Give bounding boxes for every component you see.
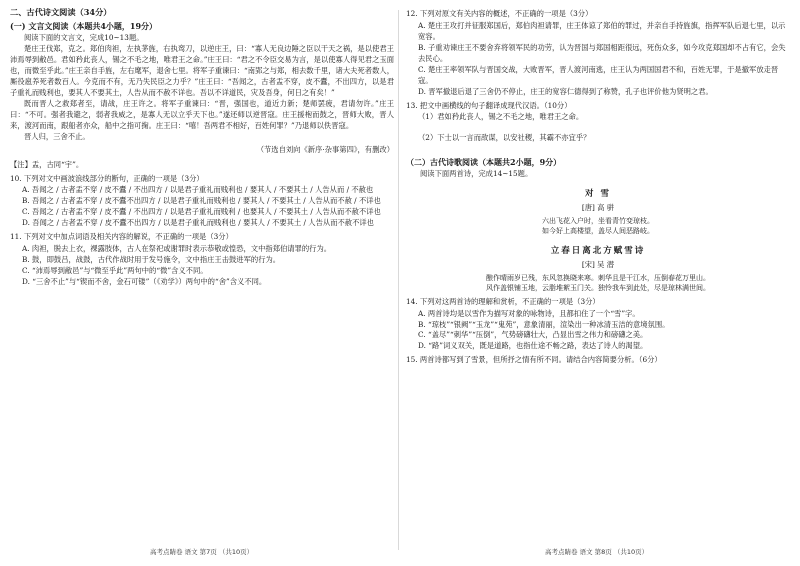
option-d: D. “三舍不止”与“锲而不舍，金石可镂”（《劝学》）两句中的“舍”含义不同。 xyxy=(22,276,267,286)
option-a: A. 吾闻之 / 古者盂不穿 / 皮不蠹 / 不出四方 / 以是君子重礼而贱利也 / 要其人 / 不要其土 / 人告从而 / 不赦也 xyxy=(22,185,374,195)
poem-1-author: [唐] 高 骈 xyxy=(581,203,615,212)
poem-line: 风作盖银铺玉地，云脂堆絮玉门关。独怜我车到此处，尽是琼林满世间。 xyxy=(486,284,710,293)
passage-paragraph: 楚庄王伐郑，克之。郑伯肉袒，左执茅旌，右执鸾刀，以逆庄王，曰：“寡人无良边陲之臣以干天之祸，是以使君王沛焉辱到敝邑。君如矜此丧人，锡之不毛之地，唯君王之命。”庄王曰：“君之不令臣交易为言，是以使寡人得见君之玉面也，而微至乎此。”庄王亲自手旌，左右麾军，退舍七里。将军子重谏曰：“南郢之与郑，相去数千里，诸大夫死者数人，厮役扈养死者数百人。今克而不有，无乃失民臣之力乎？”庄王曰：“吾闻之，古者盂不穿，皮不蠹，不出四方，以是君子重礼而贱利也，要其人不要其土，人告从而不赦不详也。吾以不详道民，灾及吾身，何日之有矣！” xyxy=(10,44,394,97)
subsection-title: （二）古代诗歌阅读（本题共2小题，9分） xyxy=(406,157,562,168)
option-c: C. “沛焉辱到敝邑”与“微至乎此”两句中的“微”含义不同。 xyxy=(22,266,208,276)
question-12-stem: 12. 下列对原文有关内容的概述，不正确的一项是（3分） xyxy=(406,9,593,18)
option-a: A. 楚庄王攻打并征服郑国后，郑伯肉袒请罪，庄王体谅了郑伯的罪过，并亲自手持旌旗，指挥军队后退七里，以示宽容。 xyxy=(418,20,786,41)
poem-2-title: 立春日离北方赋雪诗 xyxy=(550,245,646,256)
question-11-stem: 11. 下列对文中加点词语及相关内容的解说，不正确的一项是（3分） xyxy=(10,232,233,242)
option-b: B. 吾闻之 / 古者盂不穿 / 皮不蠹不出四方 / 以是君子重礼而贱利也 / 要其人 / 不要其土 / 人告从而不赦 / 不详也 xyxy=(22,196,381,206)
answer-space xyxy=(406,123,790,133)
question-15-stem: 15. 两首诗都写到了雪景，但所抒之情有所不同。请结合内容简要分析。（6分） xyxy=(406,355,662,365)
section-title: 二、古代诗文阅读（34分） xyxy=(10,7,112,17)
question-10-stem: 10. 下列对文中画波浪线部分的断句，正确的一项是（3分） xyxy=(10,173,204,183)
option-b: B. “琼枝”“银阙”“玉龙”“鬼苑”，意象清丽，渲染出一种冰清玉洁的意境氛围。 xyxy=(418,319,670,329)
option-a: A. 肉袒，脱去上衣，裸露肢体，古人在祭祀或谢罪时表示恭敬或惶恐，文中指郑伯请罪的行为。 xyxy=(22,244,332,254)
reading-instruction: 阅读下面的文言文，完成10~13题。 xyxy=(24,33,144,43)
right-page xyxy=(406,6,790,367)
subsection-title: (一) 文言文阅读（本题共4小题，19分） xyxy=(10,21,158,32)
option-c: C. “盖尽”“刺华”“压倒”，气势磅礴壮大，凸显出雪之伟力和磅礴之美。 xyxy=(418,330,648,340)
poetry-instruction: 阅读下面两首诗，完成14~15题。 xyxy=(420,169,533,179)
option-d: D. 吾闻之 / 古者盂不穿 / 皮不蠹不出四方 / 以是君子重礼而贱利也 / 要其人 / 不要其土 / 人告从而不赦不详也 xyxy=(22,218,374,228)
page-footer: 高考点睛卷 语文 第8页 （共10页） xyxy=(545,548,649,556)
question-13-stem: 13. 把文中画横线的句子翻译成现代汉语。（10分） xyxy=(406,100,572,110)
option-a: A. 两首诗均是以雪作为描写对象的咏物诗，且都扣住了一个“雪”字。 xyxy=(418,308,640,318)
passage-paragraph: 晋人归，三舍不止。 xyxy=(24,131,90,141)
option-c: C. 吾闻之 / 古者盂不穿 / 皮不蠹 / 不出四方 / 以是君子重礼而贱利 / 也要其人 / 不要其土 / 人告从而不赦不详也 xyxy=(22,207,381,217)
poem-line: 酿作晴雨岁已残，东风忽换晓来寒。刺华且是干江水，压倒春花万里山。 xyxy=(486,273,710,282)
question-14-stem: 14. 下列对这两首诗的理解和赏析，不正确的一项是（3分） xyxy=(406,296,600,306)
poem-line: 六出飞花入户时，坐看青竹变琼枝。 xyxy=(542,216,654,225)
poem-2-author: [宋] 吴 潜 xyxy=(581,259,615,269)
left-page xyxy=(10,6,394,288)
annotation-note: 【注】盂，古同“宇”。 xyxy=(10,159,84,169)
passage-paragraph: 既而晋人之救郑者至，请战，庄王许之。将军子重谏曰：“晋，强国也，道近力新；楚师罢疲，君请勿许。”庄王曰：“不可。强者我避之，弱者我威之，是寡人无以立乎天下也。”遂还师以逆晋寇。庄王援枹而鼓之，晋师大败，晋人来，渡河而南，跟船者亦众，船中之指可掬。庄王曰：“嘻！吾两君不相好，百姓何罪？”乃退师以佚晋寇。 xyxy=(10,98,394,130)
page-divider xyxy=(398,10,399,550)
option-b: B. 鼓，即鼓吕，战鼓，古代作战时用于发号施令，文中指庄王击鼓进军的行为。 xyxy=(22,255,281,265)
option-d: D. “路”词义双关，既是道路，也指仕途不畅之路，表达了诗人的渴望。 xyxy=(418,341,648,351)
answer-space xyxy=(406,144,790,154)
poem-1-title: 对 雪 xyxy=(585,189,611,200)
option-b: B. 子重劝谏庄王不要舍弃将领军民的功劳，认为晋国与郑国相距很远，死伤众多，如今攻克郑国却不占有它，会失去民心。 xyxy=(418,42,786,63)
option-d: D. 晋军撤退后退了三舍仍不停止，庄王的宽容仁德得到了称赞，孔子也评价他为贤明之君。 xyxy=(418,86,713,96)
poem-line: 如今好上高楼望，盖尽人间恶路岐。 xyxy=(542,227,654,236)
translation-item-2: （2）下士以一言而敌谋，以安社稷，其霸不亦宜乎？ xyxy=(418,133,591,143)
passage-source: （节选自刘向《新序·杂事第四》，有删改） xyxy=(256,144,394,154)
option-c: C. 楚庄王率领军队与晋国交战，大败晋军，晋人渡河南逃，庄王认为两国国君不和，百姓无罪，于是撤军放走晋寇。 xyxy=(418,64,779,85)
translation-item-1: （1）君如矜此丧人，锡之不毛之地，唯君王之命。 xyxy=(418,112,584,122)
page-footer: 高考点睛卷 语文 第7页 （共10页） xyxy=(150,548,254,556)
